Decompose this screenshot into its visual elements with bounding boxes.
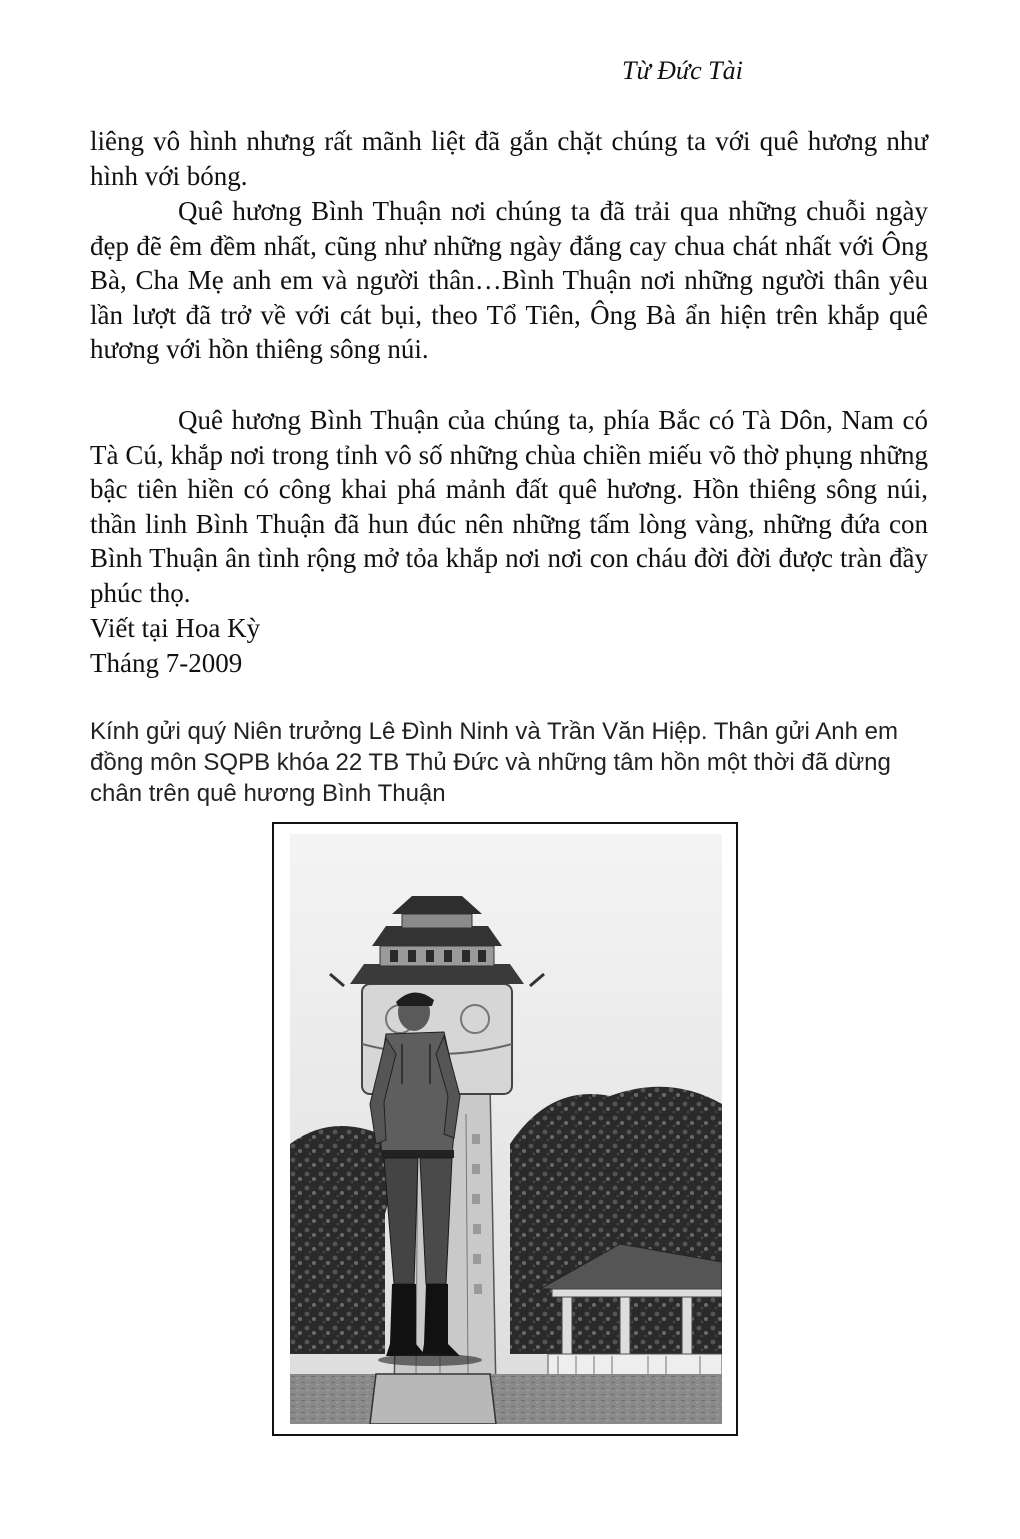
dedication: Kính gửi quý Niên trưởng Lê Đình Ninh và Trần Văn Hiệp. Thân gửi Anh em đồng môn SQPB khóa 22 TB Thủ Đức và những tâm hồn một thời đã dừng chân trên quê hương Bình Thuận bbox=[90, 718, 898, 807]
paragraph-2: Quê hương Bình Thuận nơi chúng ta đã trải qua những chuỗi ngày đẹp đẽ êm đềm nhất, cũng như những ngày đắng cay chua chát nhất với Ông Bà, Cha Mẹ anh em và người thân…Bình Thuận nơi những người thân yêu lần lượt đã trở về với cát bụi, theo Tổ Tiên, Ông Bà ẩn hiện trên khắp quê hương với hồn thiêng sông núi. bbox=[90, 196, 928, 365]
paragraph-3: Quê hương Bình Thuận của chúng ta, phía Bắc có Tà Dôn, Nam có Tà Cú, khắp nơi trong tỉnh vô số những chùa chiền miếu võ thờ phụng những bậc tiên hiền có công khai phá mảnh đất quê hương. Hồn thiêng sông núi, thần linh Bình Thuận đã hun đúc nên những tấm lòng vàng, những đứa con Bình Thuận ân tình rộng mở tỏa khắp nơi nơi con cháu đời đời được tràn đầy phúc thọ. bbox=[90, 405, 928, 608]
running-header: Từ Đức Tài bbox=[622, 56, 743, 85]
signoff bbox=[90, 611, 260, 680]
signoff-place: Viết tại Hoa Kỳ bbox=[90, 613, 261, 643]
photo-frame bbox=[272, 822, 738, 1436]
soldier-tower-photo bbox=[290, 834, 722, 1424]
signoff-date: Tháng 7-2009 bbox=[90, 647, 243, 678]
paragraph-1: liêng vô hình nhưng rất mãnh liệt đã gắn chặt chúng ta với quê hương như hình với bóng. bbox=[90, 126, 928, 191]
